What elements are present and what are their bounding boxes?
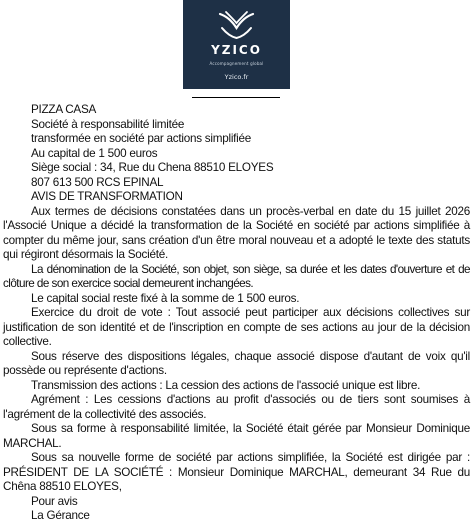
paragraph-capital: Le capital social reste fixé à la somme de 1 500 euros. (31, 291, 300, 305)
company-transformation: transformée en société par actions simplifiée (31, 132, 252, 145)
yzico-emblem-icon (216, 8, 257, 42)
logo-brand: YZICO (211, 43, 262, 57)
notice-body (3, 103, 470, 524)
paragraph-former-management: Sous sa forme à responsabilité limitée, la Société était gérée par Monsieur Dominique MARCHAL. (3, 422, 470, 450)
notice-title: AVIS DE TRANSFORMATION (31, 190, 183, 203)
yzico-logo (183, 0, 290, 89)
company-name: PIZZA CASA (31, 103, 97, 116)
company-form: Société à responsabilité limitée (31, 117, 185, 131)
separator-rule (192, 97, 280, 98)
closing-for-notice: Pour avis (31, 494, 78, 508)
paragraph-decision: Aux termes de décisions constatées dans un procès-verbal en date du 15 juillet 2026 l'Associé Unique a décidé la transformation de la Société en société par actions simplifiée à compter du même jour, sans création d'un être moral nouveau et a adopté le texte des statuts qui régiront désormais la Société. (3, 204, 470, 261)
paragraph-approval: Agrément : Les cessions d'actions au profit d'associés ou de tiers sont soumises à l'agrément de la collectivité des associés. (3, 393, 470, 421)
paragraph-unchanged: La dénomination de la Société, son objet, son siège, sa durée et les dates d'ouverture et de clôture de son exercice social demeurent inchangées. (3, 262, 470, 290)
paragraph-transfer: Transmission des actions : La cession des actions de l'associé unique est libre. (31, 378, 421, 392)
closing-signature: La Gérance (31, 509, 90, 522)
logo-tagline: Accompagnement global (209, 61, 264, 66)
paragraph-voting: Exercice du droit de vote : Tout associé peut participer aux décisions collectives sur justification de son identité et de l'inscription en compte de ses actions au jour de la décision collective. (3, 306, 470, 348)
company-seat: Siège social : 34, Rue du Chena 88510 ELOYES (31, 161, 274, 174)
logo-site: Yzico.fr (224, 73, 249, 81)
paragraph-new-management: Sous sa nouvelle forme de société par actions simplifiée, la Société est dirigée par : PRÉSIDENT DE LA SOCIÉTÉ : Monsieur Dominique MARCHAL, demeurant 34 Rue du Chêna 88510 ELOYES, (3, 451, 470, 493)
company-rcs: 807 613 500 RCS EPINAL (31, 175, 164, 189)
company-capital: Au capital de 1 500 euros (31, 146, 158, 160)
paragraph-votes: Sous réserve des dispositions légales, chaque associé dispose d'autant de voix qu'il possède ou représente d'actions. (3, 349, 470, 377)
